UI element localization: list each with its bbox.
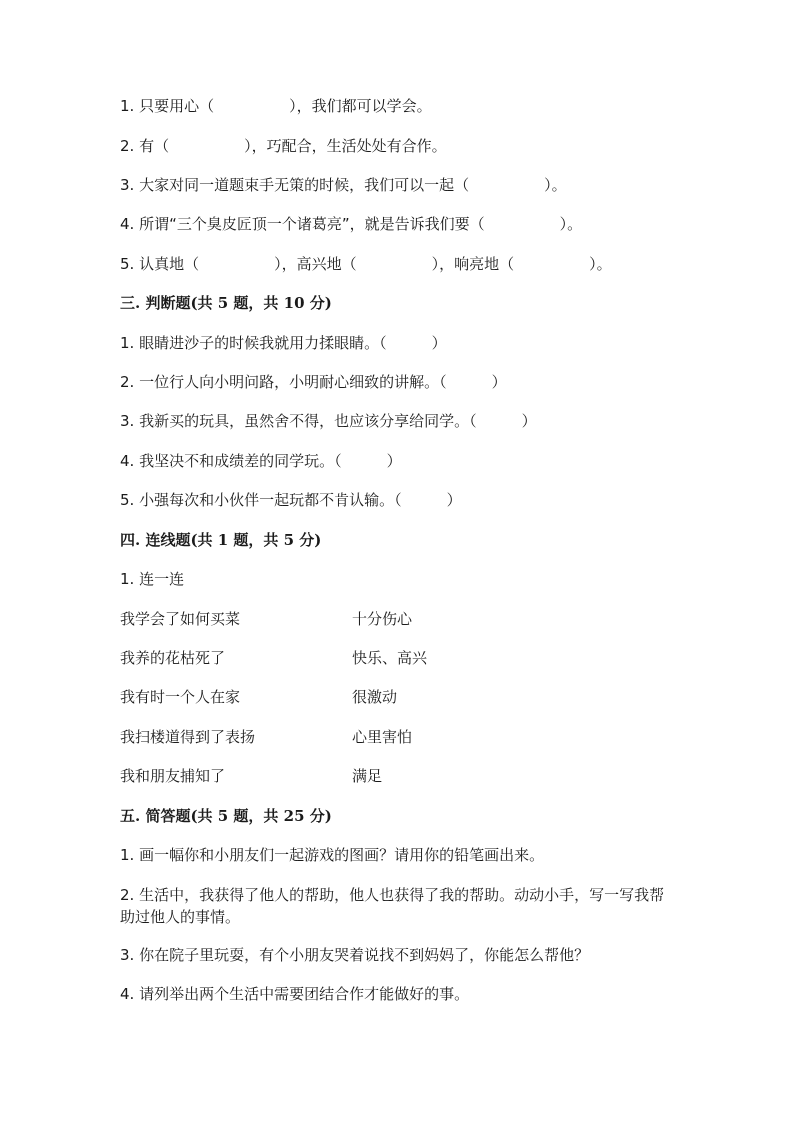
section-heading-match: 四. 连线题(共 1 题，共 5 分) [120, 531, 322, 549]
fill-blank-item-1: 1. 只要用心（ ），我们都可以学会。 [120, 97, 432, 115]
fill-blank-item-3: 3. 大家对同一道题束手无策的时候，我们可以一起（ ）。 [120, 176, 567, 194]
match-question: 1. 连一连 [120, 570, 185, 588]
match-left-item-4: 我扫楼道得到了表扬 [120, 728, 256, 746]
section-heading-judge: 三. 判断题(共 5 题，共 10 分) [120, 294, 332, 312]
judge-item-5: 5. 小强每次和小伙伴一起玩都不肯认输。（ ） [120, 491, 462, 509]
match-left-item-2: 我养的花枯死了 [120, 649, 226, 667]
match-left-item-5: 我和朋友捕知了 [120, 767, 226, 785]
short-answer-item-1: 1. 画一幅你和小朋友们一起游戏的图画？请用你的铅笔画出来。 [120, 846, 545, 864]
short-answer-item-4: 4. 请列举出两个生活中需要团结合作才能做好的事。 [120, 985, 470, 1003]
match-right-item-4: 心里害怕 [352, 728, 413, 746]
match-right-item-3: 很激动 [352, 688, 398, 706]
match-left-item-3: 我有时一个人在家 [120, 688, 241, 706]
match-right-item-5: 满足 [352, 767, 383, 785]
fill-blank-item-5: 5. 认真地（ ），高兴地（ ），响亮地（ ）。 [120, 255, 612, 273]
fill-blank-item-4: 4. 所谓“三个臭皮匠顶一个诸葛亮”，就是告诉我们要（ ）。 [120, 215, 583, 233]
judge-item-1: 1. 眼睛进沙子的时候我就用力揉眼睛。（ ） [120, 334, 447, 352]
short-answer-item-3: 3. 你在院子里玩耍，有个小朋友哭着说找不到妈妈了，你能怎么帮他？ [120, 946, 590, 964]
judge-item-4: 4. 我坚决不和成绩差的同学玩。（ ） [120, 452, 402, 470]
match-right-item-1: 十分伤心 [352, 610, 413, 628]
fill-blank-item-2: 2. 有（ ），巧配合，生活处处有合作。 [120, 137, 447, 155]
short-answer-item-2: 2. 生活中，我获得了他人的帮助，他人也获得了我的帮助。动动小手，写一写我帮助过他人的事情。 [120, 886, 665, 926]
section-heading-short-answer: 五. 简答题(共 5 题，共 25 分) [120, 807, 332, 825]
match-right-item-2: 快乐、高兴 [352, 649, 428, 667]
judge-item-2: 2. 一位行人向小明问路，小明耐心细致的讲解。（ ） [120, 373, 507, 391]
judge-item-3: 3. 我新买的玩具，虽然舍不得，也应该分享给同学。（ ） [120, 412, 537, 430]
match-left-item-1: 我学会了如何买菜 [120, 610, 241, 628]
